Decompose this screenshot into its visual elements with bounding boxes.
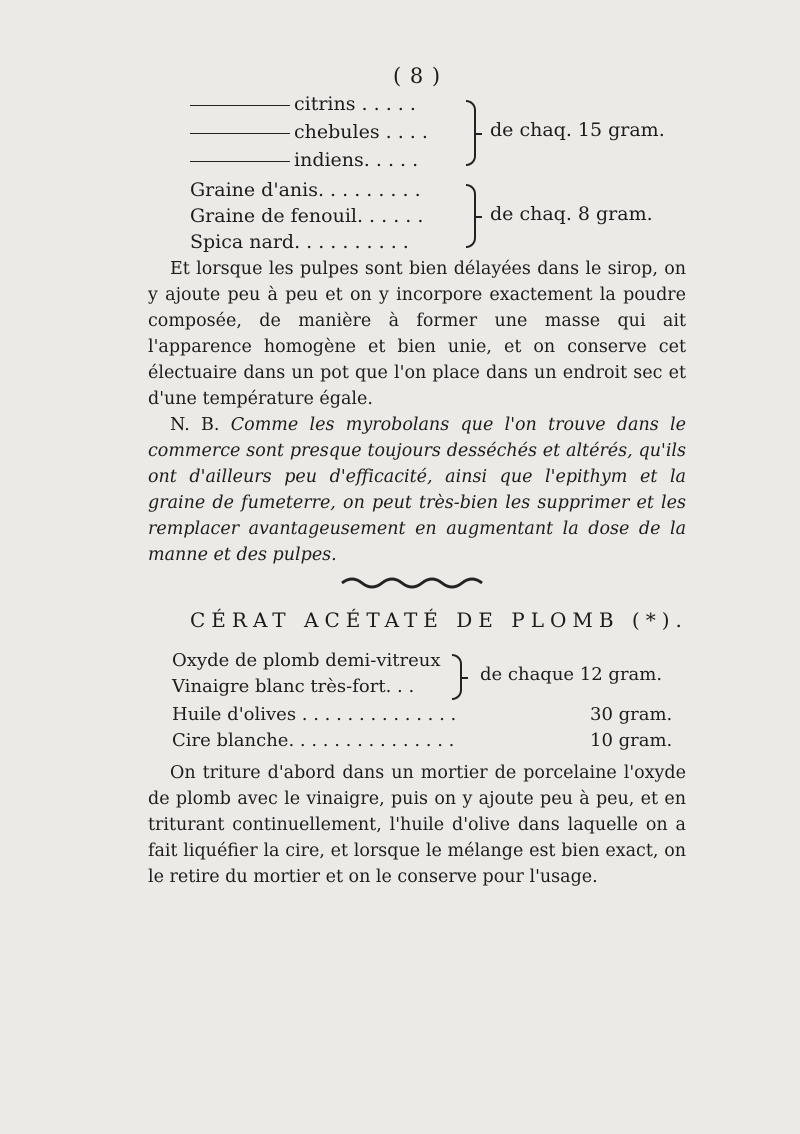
dose-label: de chaq. 8 gram. [490, 203, 653, 225]
preparation-paragraph: Et lorsque les pulpes sont bien délayées dans le sirop, on y ajoute peu à peu et on y incorpore exactement la poudre composée, de manière à former une masse qui ait l'apparence homogène et bien unie, et on conserve cet électuaire dans un pot que l'on place dans un endroit sec et d'une température égale. [148, 259, 686, 409]
ditto-dash [190, 161, 290, 162]
brace-icon [466, 184, 476, 248]
page-number: ( 8 ) [393, 64, 442, 88]
ingredient-line: Oxyde de plomb demi-vitreux [172, 650, 441, 671]
note-label: N. B. [170, 415, 220, 435]
ingredient-line: Graine d'anis. . . . . . . . . [190, 179, 421, 201]
ingredient-line: Huile d'olives . . . . . . . . . . . . . . [172, 704, 457, 725]
ingredient-line: Vinaigre blanc très-fort. . . [172, 676, 415, 697]
ditto-dash [190, 105, 290, 106]
dose-label: 10 gram. [590, 730, 673, 751]
brace-icon [466, 100, 476, 166]
dose-label: 30 gram. [590, 704, 673, 725]
ornament-divider-icon [340, 575, 490, 589]
ingredient-line: indiens. . . . . [190, 148, 418, 172]
ingredient-line: citrins . . . . . [190, 92, 416, 116]
brace-icon [452, 654, 462, 700]
ingredient-line: chebules . . . . [190, 120, 428, 144]
ditto-dash [190, 133, 290, 134]
ingredient-line: Cire blanche. . . . . . . . . . . . . . . [172, 730, 455, 751]
instructions-paragraph: On triture d'abord dans un mortier de porcelaine l'oxyde de plomb avec le vinaigre, puis on y ajoute peu à peu, et en triturant continuellement, l'huile d'olive dans laquelle on a fait liquéfier la cire, et lorsque le mélange est bien exact, on le retire du mortier et on le conserve pour l'usage. [148, 763, 686, 887]
note-text: Comme les myrobolans que l'on trouve dans le commerce sont presque toujours desséchés et altérés, qu'ils ont d'ailleurs peu d'efficacité, ainsi que l'epithym et la graine de fumeterre, on peut très-bien les supprimer et les remplacer avantageusement en augmentant la dose de la manne et des pulpes. [148, 415, 686, 565]
dose-label: de chaq. 15 gram. [490, 119, 665, 141]
ingredient-line: Spica nard. . . . . . . . . . [190, 231, 409, 253]
dose-label: de chaque 12 gram. [480, 664, 663, 685]
ingredient-line: Graine de fenouil. . . . . . [190, 205, 424, 227]
section-title: CÉRAT ACÉTATÉ DE PLOMB (*). [190, 608, 688, 632]
note-paragraph [148, 412, 686, 568]
